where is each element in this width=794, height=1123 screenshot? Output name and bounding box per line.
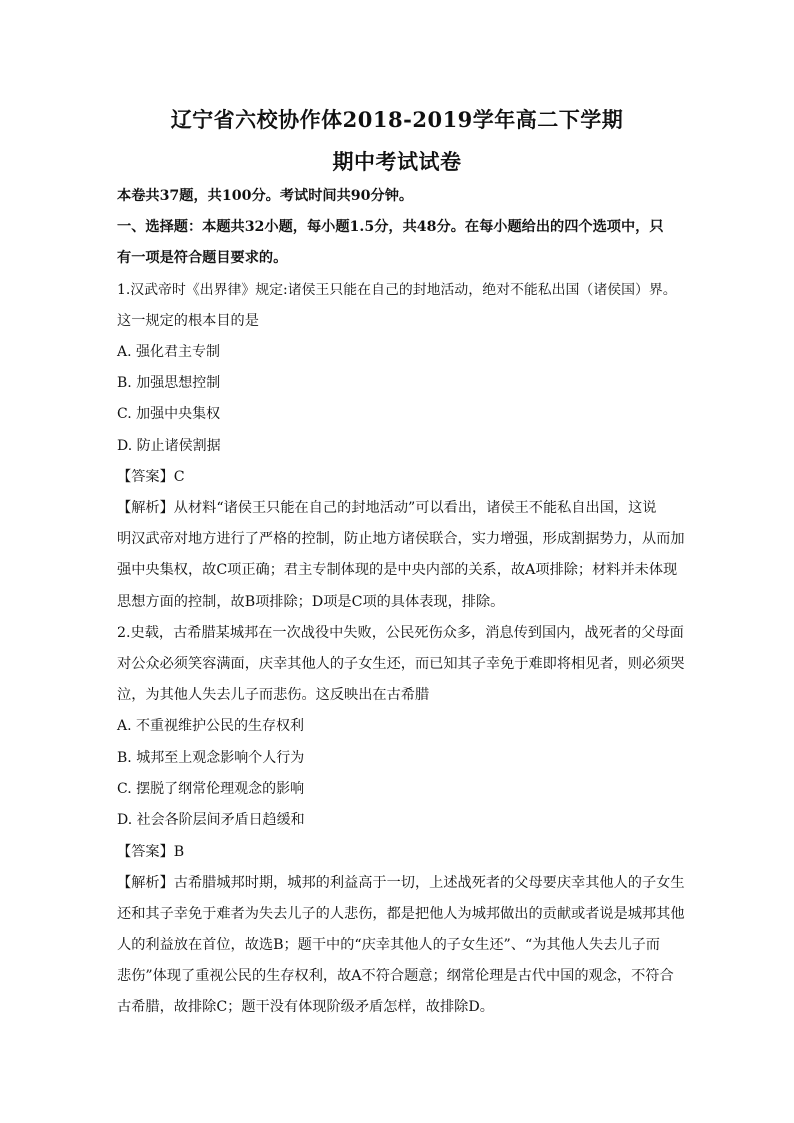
question-1-answer: 【答案】C	[117, 469, 185, 485]
question-2-stem-cont: 对公众必须笑容满面，庆幸其他人的子女生还，而已知其子幸免于难即将相见者，则必须哭	[117, 656, 685, 672]
question-1-option-a: A. 强化君主专制	[117, 344, 221, 360]
question-2-option-a: A. 不重视维护公民的生存权利	[117, 718, 305, 734]
question-2-stem: 2.史载，古希腊某城邦在一次战役中失败，公民死伤众多，消息传到国内，战死者的父母面	[117, 625, 684, 641]
exam-title: 辽宁省六校协作体2018-2019学年高二下学期	[170, 107, 624, 132]
question-1-option-c: C. 加强中央集权	[117, 406, 221, 422]
question-2-analysis-line: 古希腊，故排除C；题干没有体现阶级矛盾怎样，故排除D。	[117, 999, 494, 1015]
question-2-analysis-line: 悲伤”体现了重视公民的生存权利，故A不符合题意；纲常伦理是古代中国的观念，不符合	[117, 968, 674, 984]
section-heading-cont: 有一项是符合题目要求的。	[117, 250, 288, 266]
question-2-option-d: D. 社会各阶层间矛盾日趋缓和	[117, 812, 305, 828]
section-heading: 一、选择题：本题共32小题，每小题1.5分，共48分。在每小题给出的四个选项中，只	[117, 219, 664, 235]
question-2-analysis-line: 【解析】古希腊城邦时期，城邦的利益高于一切，上述战死者的父母要庆幸其他人的子女生	[117, 875, 685, 891]
question-2-stem-cont: 泣，为其他人失去儿子而悲伤。这反映出在古希腊	[117, 687, 430, 703]
question-2-option-b: B. 城邦至上观念影响个人行为	[117, 750, 305, 766]
question-1-option-b: B. 加强思想控制	[117, 375, 221, 391]
question-1-stem-cont: 这一规定的根本目的是	[117, 313, 259, 329]
question-1-analysis-line: 明汉武帝对地方进行了严格的控制，防止地方诸侯联合，实力增强，形成割据势力，从而加	[117, 531, 685, 547]
question-1-stem: 1.汉武帝时《出界律》规定:诸侯王只能在自己的封地活动，绝对不能私出国（诸侯国）界。	[117, 282, 677, 298]
question-1-analysis-line: 强中央集权，故C项正确；君主专制体现的是中央内部的关系，故A项排除；材料并未体现	[117, 562, 678, 578]
question-2-option-c: C. 摆脱了纲常伦理观念的影响	[117, 781, 305, 797]
exam-subtitle: 期中考试试卷	[332, 149, 462, 174]
question-2-answer: 【答案】B	[117, 844, 185, 860]
question-2-analysis-line: 人的利益放在首位，故选B；题干中的“庆幸其他人的子女生还”、“为其他人失去儿子而	[117, 937, 660, 953]
question-2-analysis-line: 还和其子幸免于难者为失去儿子的人悲伤，都是把他人为城邦做出的贡献或者说是城邦其他	[117, 906, 685, 922]
exam-intro: 本卷共37题，共100分。考试时间共90分钟。	[117, 188, 414, 204]
question-1-analysis-line: 思想方面的控制，故B项排除；D项是C项的具体表现，排除。	[117, 594, 505, 610]
question-1-option-d: D. 防止诸侯割据	[117, 438, 221, 454]
question-1-analysis-line: 【解析】从材料“诸侯王只能在自己的封地活动”可以看出，诸侯王不能私自出国，这说	[117, 500, 657, 516]
